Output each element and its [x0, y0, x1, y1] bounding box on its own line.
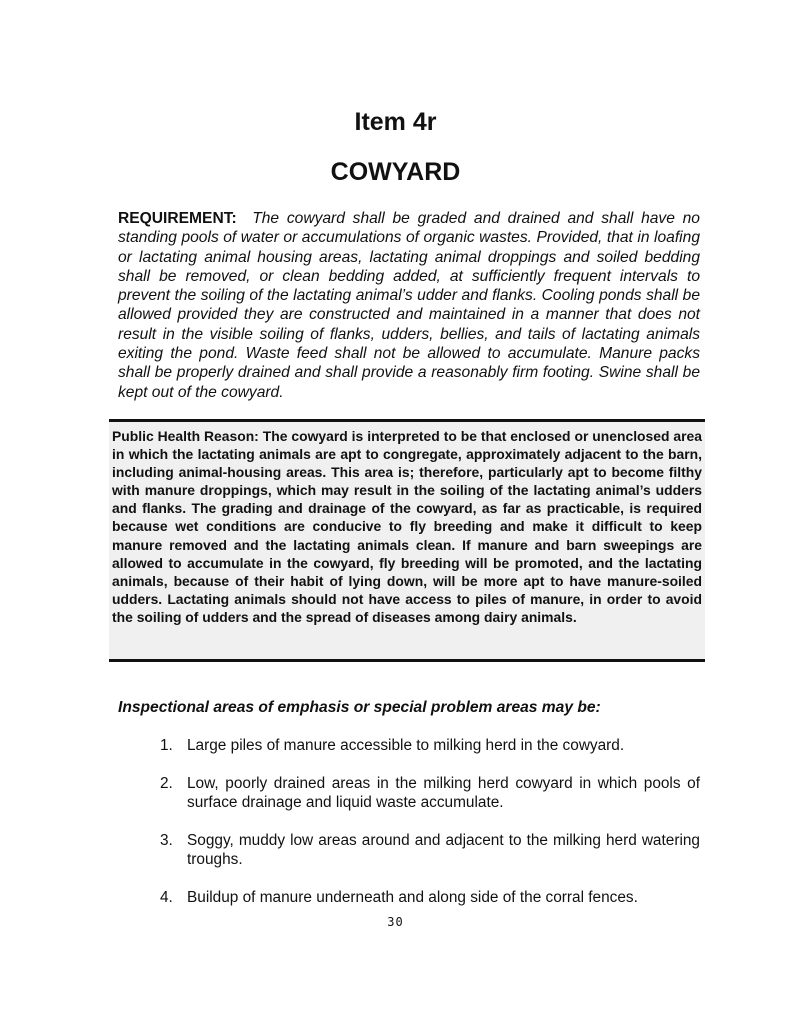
list-item-text: Buildup of manure underneath and along side of the corral fences. [187, 888, 638, 906]
requirement-label: REQUIREMENT: [118, 210, 237, 227]
list-item-text: Large piles of manure accessible to milking herd in the cowyard. [187, 737, 625, 754]
inspection-list [160, 736, 700, 925]
inspection-heading: Inspectional areas of emphasis or special problem areas may be: [118, 699, 601, 716]
public-health-reason-text: Public Health Reason: The cowyard is interpreted to be that enclosed or unenclosed area in which the lactating animals are apt to congregate, approximately adjacent to the barn, including animal-housing areas. This area is; therefore, particularly apt to become filthy with manure droppings, which may result in the soiling of the lactating animal’s udders and flanks. The grading and drainage of the cowyard, as far as practicable, is required because wet conditions are conducive to fly breeding and make it difficult to keep manure removed and the lactating animals clean. If manure and barn sweepings are allowed to accumulate in the cowyard, fly breeding will be promoted, and the lactating animals, because of their habit of lying down, will be more apt to have manure-soiled udders. Lactating animals should not have access to piles of manure, in order to avoid the soiling of udders and the spread of diseases among dairy animals. [112, 428, 702, 625]
list-item-number: 2. [160, 774, 173, 792]
requirement-text: The cowyard shall be graded and drained and shall have no standing pools of water or accumulations of organic wastes. Provided, that in loafing or lactating animal housing areas, lactating animal droppings and soiled bedding shall be removed, or clean bedding added, at sufficiently frequent intervals to prevent the soiling of the lactating animal’s udder and flanks. Cooling ponds shall be allowed provided they are constructed and maintained in a manner that does not result in the visible soiling of flanks, udders, bellies, and tails of lactating animals exiting the pond. Waste feed shall not be allowed to accumulate. Manure packs shall be properly drained and shall provide a reasonably firm footing. Swine shall be kept out of the cowyard. [118, 210, 700, 401]
page-number: 30 [387, 915, 404, 929]
list-item-text: Soggy, muddy low areas around and adjacent to the milking herd watering troughs. [187, 831, 700, 868]
list-item [160, 736, 700, 756]
list-item-text: Low, poorly drained areas in the milking herd cowyard in which pools of surface drainage and liquid waste accumulate. [187, 774, 700, 811]
list-item [160, 888, 700, 908]
public-health-reason-box [109, 419, 705, 662]
list-item-number: 3. [160, 831, 173, 849]
list-item-number: 1. [160, 737, 173, 754]
section-title: COWYARD [330, 158, 461, 186]
list-item-number: 4. [160, 888, 173, 906]
list-item [160, 774, 700, 813]
requirement-paragraph [118, 209, 700, 402]
item-label: Item 4r [354, 108, 437, 136]
list-item [160, 831, 700, 870]
